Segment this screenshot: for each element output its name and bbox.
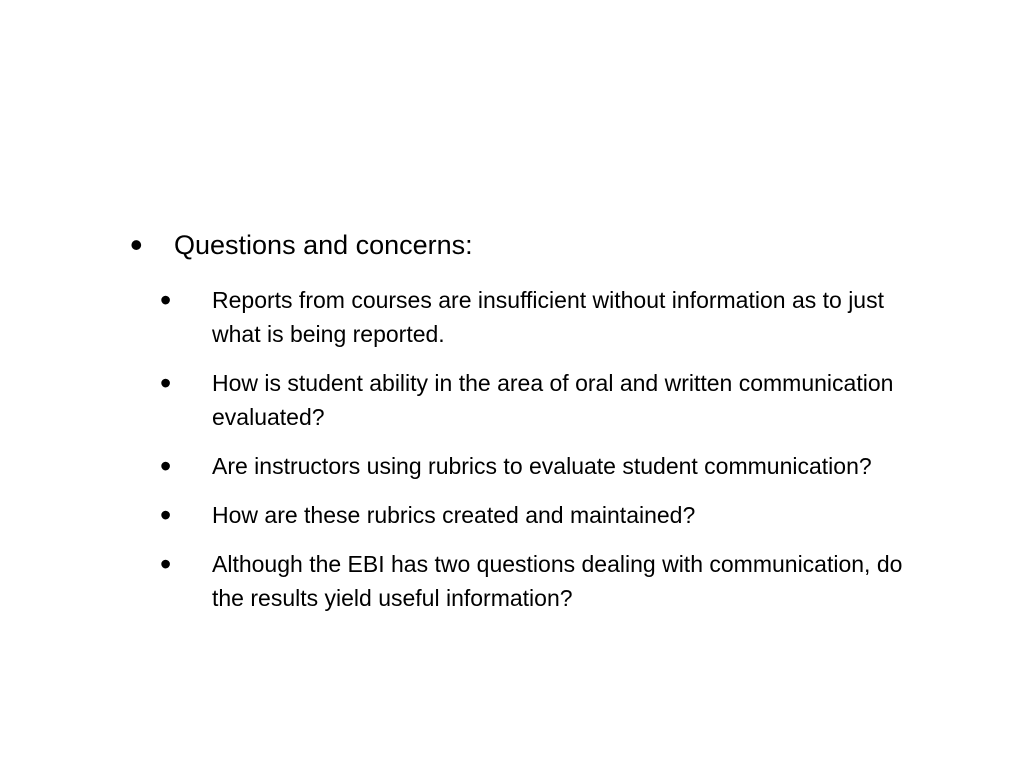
sub-bullet — [158, 497, 938, 533]
sub-bullet-text: Reports from courses are insufficient without information as to just what is being reported. — [212, 287, 884, 347]
sub-bullet-list — [158, 282, 938, 632]
sub-bullet-text: How are these rubrics created and maintained? — [212, 502, 696, 528]
bullet-dot-icon: • — [160, 546, 172, 582]
sub-bullet — [158, 365, 938, 434]
main-bullet — [130, 225, 473, 265]
sub-bullet — [158, 546, 938, 615]
sub-bullet-text: How is student ability in the area of oral and written communication evaluated? — [212, 370, 894, 430]
bullet-dot-icon: • — [160, 448, 172, 484]
bullet-dot-icon: • — [160, 497, 172, 533]
sub-bullet-text: Although the EBI has two questions dealing with communication, do the results yield useful information? — [212, 551, 903, 611]
sub-bullet — [158, 282, 938, 351]
bullet-dot-icon: • — [160, 282, 172, 318]
bullet-dot-icon: • — [160, 365, 172, 401]
bullet-dot-icon: • — [130, 224, 143, 265]
sub-bullet — [158, 448, 938, 484]
sub-bullet-text: Are instructors using rubrics to evaluate student communication? — [212, 453, 872, 479]
main-bullet-text: Questions and concerns: — [174, 230, 473, 260]
